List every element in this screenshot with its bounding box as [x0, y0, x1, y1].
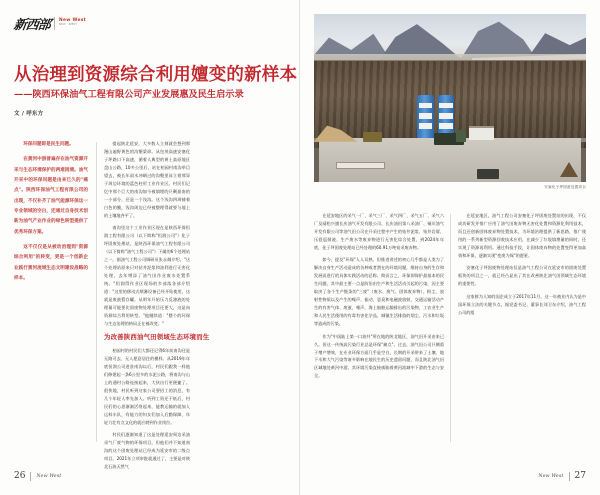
silo-band-2: [419, 113, 433, 119]
masthead-logo-en: New West: [59, 18, 87, 23]
right-body-column-1: [314, 212, 444, 385]
column-rule-1: [96, 142, 97, 442]
folio-divider-left: [30, 472, 31, 481]
left-page-number: 26: [14, 471, 26, 481]
photo-excavator: [363, 132, 382, 142]
article-headline: 从治理到资源综合利用嬗变的新样本: [14, 65, 298, 85]
lead-paragraph-3: 这不仅仅是从被动治理到"资源综合利用"的转变，更是一个创新企业践行黄河流域生态文明建设战略的样本。: [14, 244, 88, 281]
article-photo-figure: [314, 14, 586, 192]
masthead-logo-en-wrap: [59, 19, 86, 27]
silo-band-6: [439, 123, 453, 129]
footer-magazine-name-left: New West: [36, 473, 62, 479]
photo-silo-2: [438, 95, 454, 139]
left-page-footer: [14, 471, 61, 481]
section-heading: 为改善陕西油气田领域生态环境而生: [104, 333, 210, 342]
article-byline: 文 / 呼东方: [14, 111, 44, 118]
masthead-logo-cn: 新西部: [12, 17, 51, 33]
body-paragraph-2: 南沟里这个工业作业区现在是陕西环保恒润工程有限公司（以下简称"恒润公司"）化子坪固废处理站，是陕西环保油气工程有限公司（以下简称"油气工程公司"）下属的6个处理站之一。据油气工程公司调研员张永炯介绍，"这个处理站原来只对钻井泥浆和油利进行无害化处理，去年增添了油气田作业废水处置系统。"恒润得作业区现场的乡部落各部介绍道："这里的移动式喷淋设备已经开始使用，这就是废液暂存罐。从明年开始压力反渗液的处理量可能要比固废物处理项目还要大，这是向资源综合利用转型。"他继续道："整个的环保与生态治理的格局正在被改变。": [104, 225, 190, 326]
body-paragraph-1: 提起陕北延安，大多数人立刻就会想到那漫山遍野黄色的沟壑梁峁。从包茂高速安塞化子坪路口下高速，循着人典型的黄土高原地区盘山公路，10多公里后，站在柏园村南沟举目望去，被长年雨水冲刷过的沟壑里耸立着那异于周边环境的蓝色柱形工业作业区。村民们记忆中那个巨大的南沟如今被填埋的只剩最南的一小部分，还是一个浅沟。这个浅沟四周铺着白色的膜，浅沟周边已经被整理得就要与地上的土壤地齐平了。: [104, 141, 190, 218]
photo-bulldozer: [477, 169, 499, 179]
silo-band-4: [439, 103, 453, 109]
photo-soil-cone: [560, 162, 578, 177]
photo-barrier-rail: [336, 162, 385, 169]
body-paragraph-3: 柏园村的村民们大都还记得6年前南沟还是无路可去、无人愿意居住的模样。从2019年年底恒润公司进驻南沟以后，村民们跟我一样他们修建起一条6公里多的水泥公路，将南沟与山上的通村公路连接起来，大伙出行更便捷了。很快地，村民听到这家公司要招工的消息，有几个年轻人率先加入。听到工资还不低后，村民们的心思渐渐活络起来，能教运输的就加入运料车队，有能力的妇女们加入后勤保障，年轻力壮有点文化的就应聘到作业岗位。: [104, 348, 190, 425]
photo-site-hut: [469, 126, 493, 140]
photo-silo-1: [417, 95, 433, 139]
article-photo: [314, 14, 586, 182]
lead-paragraph-1: 环保问题即是民生问题。: [23, 142, 74, 147]
masthead-logo-sub: NEW · WEST: [59, 23, 78, 27]
lead-column: [14, 140, 88, 289]
masthead-logo: [14, 14, 86, 32]
headline-block: [14, 65, 298, 118]
silo-band-3: [419, 123, 433, 129]
silo-band-1: [419, 103, 433, 109]
article-subheadline: ——陕西环保油气工程有限公司产业发展惠及民生启示录: [14, 88, 244, 100]
body-paragraph-4: 村民们逐渐知道了这是处理延安周边采油采气厂废气物的环保项目，但他们并不知道南沟的这个固废处理站已经成为延安市的二级点项目。2021年立项审批就通过了，主要是对陕北石油天然气: [104, 432, 190, 470]
right-paragraph-5: 安塞化子坪固废物处理站仅是油气工程公司在延安市的固废处置板块的项目之一，就已经凸显出了其在改善陕北油气田领域生态环境的重要性。: [458, 265, 586, 287]
photo-truck-cab: [456, 130, 466, 142]
right-paragraph-3: 作为"中国陆上第一口油井"所在地的陕北地区，油气田开采由来已久。但这一传统高污染行业总是环保"痛点"。过去，油气田公司只侧重于增产增效，在专业环保方面几乎是空白，长期的开采带来了土壤、地下水和大气污染等诸多影响在地民生的历史遗留问题，而且陕北油气田区域地处黄河中游，其环境污染直接威胁着黄河流域中下游的生态与安全。: [314, 333, 444, 379]
right-body-column-2: [458, 212, 586, 321]
right-paragraph-4: 在延安地区，油气工程公司安塞化子坪固废处置站的出现，不仅成功研发并推广应用了油气田废弃物无害化处置和资源化利用技术，而且还创新固体废弃物处置技术，为环境治理提供了新思路，推广使用的一系列新型资源回收技术应用，在减少了垃圾填埋量的同时，还实现了资源再利用。通过科技手段，让固体废弃物的处置变得更加高效和环保，逐渐实现"变废为保"的愿景。: [458, 213, 586, 258]
masthead-divider: [54, 17, 55, 30]
folio-divider-right: [569, 472, 570, 481]
photo-truck: [434, 133, 464, 145]
silo-band-5: [439, 113, 453, 119]
right-page-number: 27: [574, 471, 586, 481]
right-paragraph-2: 如今，提及"环保"人人耳熟。但推进讲述的初心几乎都是人类为了解决自身生产活动造成的各种或者潜在的环境问题，维持自身的生存和发展而进行的具体实践活动的总称。简而言之，环保即保护最基本的民生问题。其中最主要一点是防治由生产和生活活动引起的污染，因主要取决了各个生产链条的"三废"（废水、废气、固体废弃物）、粉尘、放射性物质以及产生的噪声、振动、恶臭和电磁波放射，交通运输活动产生的有害气体、废液、噪声，海上船舶运输排出的污染物，工农业生产和人民生活使用的有毒有害化学品，城镇生活排放的烟尘、污水和垃圾等造成的污染。: [314, 257, 444, 327]
right-paragraph-6: 这家鲜为人知的国企成立于2017年11月，这一年被业内认为是中国环保立法的关键节点。据党委书记、董事长刘卫东介绍，油气工程公司的组: [458, 293, 586, 315]
right-paragraph-1: 在延安地区的采气一厂、采气三厂、采气四厂、采气五厂、采气六厂及靖松兴旗长庆油气开发有限公司、长庆油田第八采油厂、铜川油气开发有限公司等油气田公司在开采过程中产生的钻井泥浆、钻井岩屑、压裂返排液、生产废水等废弃物进行无害化综合处置，到2024年年底，化子坪固废处理站已经处理的60.91万吨钻采废弃物。: [314, 213, 444, 250]
body-column-1: [104, 140, 210, 476]
photo-caption: 安塞化子坪固废处置项目: [544, 185, 586, 189]
right-page: [300, 0, 600, 495]
column-rule-2: [450, 214, 451, 442]
lead-paragraph-2: 在黄河中游普遍存在油气资源开采与生态环境保护的两难困境。油气开采中的环保问题是由来已久的"痛点"。陕西环保油气工程有限公司的出现，不仅补齐了油气能源环保这一专业领域的空白，还通过自身技术创新为油气产业作业的绿色转型提供了优秀环保方案。: [14, 157, 88, 235]
footer-magazine-name-right: New West: [538, 473, 564, 479]
body-column-2: [198, 140, 286, 145]
right-page-footer: [539, 471, 586, 481]
